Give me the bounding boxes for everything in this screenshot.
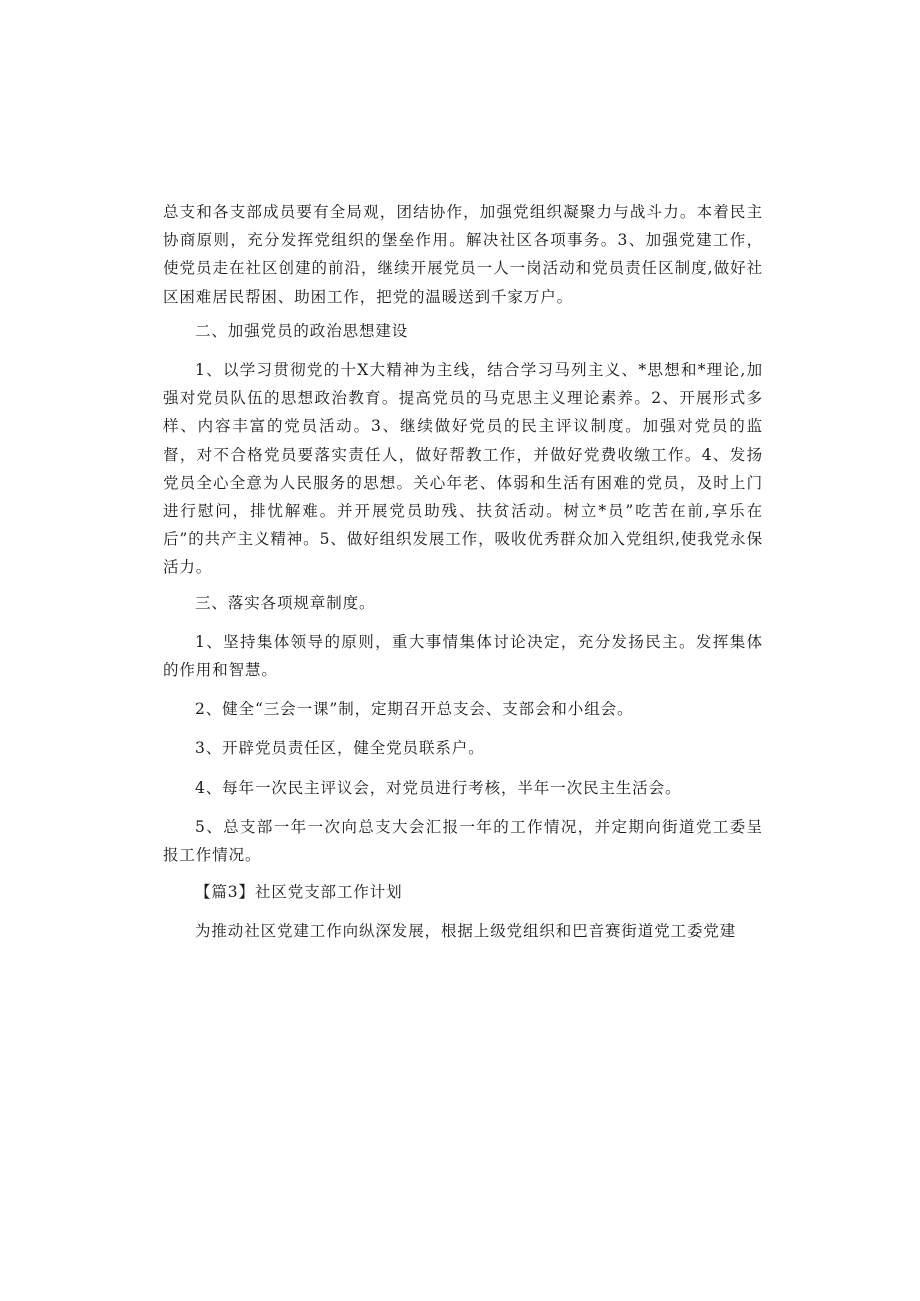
body-paragraph-continuation: 总支和各支部成员要有全局观，团结协作，加强党组织凝聚力与战斗力。本着民主协商原则，充分发挥党组织的堡垒作用。解决社区各项事务。3、加强党建工作，使党员走在社区创建的前沿，继续开展党员一人一岗活动和党员责任区制度,做好社区困难居民帮困、助困工作，把党的温暖送到千家万户。 — [163, 203, 763, 306]
document-page — [163, 198, 763, 946]
body-paragraph-intro: 为推动社区党建工作向纵深发展，根据上级党组织和巴音赛街道党工委党建 — [195, 922, 737, 941]
section-heading-political-building: 二、加强党员的政治思想建设 — [195, 321, 409, 340]
list-item-responsibility-area: 3、开辟党员责任区，健全党员联系户。 — [195, 739, 485, 758]
body-paragraph-political-items: 1、以学习贯彻党的十X大精神为主线，结合学习马列主义、*思想和*理论,加强对党员队伍的思想政治教育。提高党员的马克思主义理论素养。2、开展形式多样、内容丰富的党员活动。3、继续做好党员的民主评议制度。加强对党员的监督，对不合格党员要落实责任人，做好帮教工作，并做好党费收缴工作。4、发扬党员全心全意为人民服务的思想。关心年老、体弱和生活有困难的党员，及时上门进行慰问，排忧解难。并开展党员助残、扶贫活动。树立*员”吃苦在前,享乐在后”的共产主义精神。5、做好组织发展工作，吸收优秀群众加入党组织,使我党永保活力。 — [163, 361, 763, 577]
list-item-annual-review: 4、每年一次民主评议会，对党员进行考核，半年一次民主生活会。 — [195, 778, 682, 797]
list-item-three-meetings: 2、健全“三会一课”制，定期召开总支会、支部会和小组会。 — [195, 700, 634, 719]
article-title: 【篇3】社区党支部工作计划 — [195, 883, 403, 902]
section-heading-regulations: 三、落实各项规章制度。 — [195, 593, 376, 612]
list-item-annual-report: 5、总支部一年一次向总支大会汇报一年的工作情况，并定期向街道党工委呈报工作情况。 — [163, 817, 763, 865]
list-item-collective-leadership: 1、坚持集体领导的原则，重大事情集体讨论决定，充分发扬民主。发挥集体的作用和智慧。 — [163, 632, 763, 680]
